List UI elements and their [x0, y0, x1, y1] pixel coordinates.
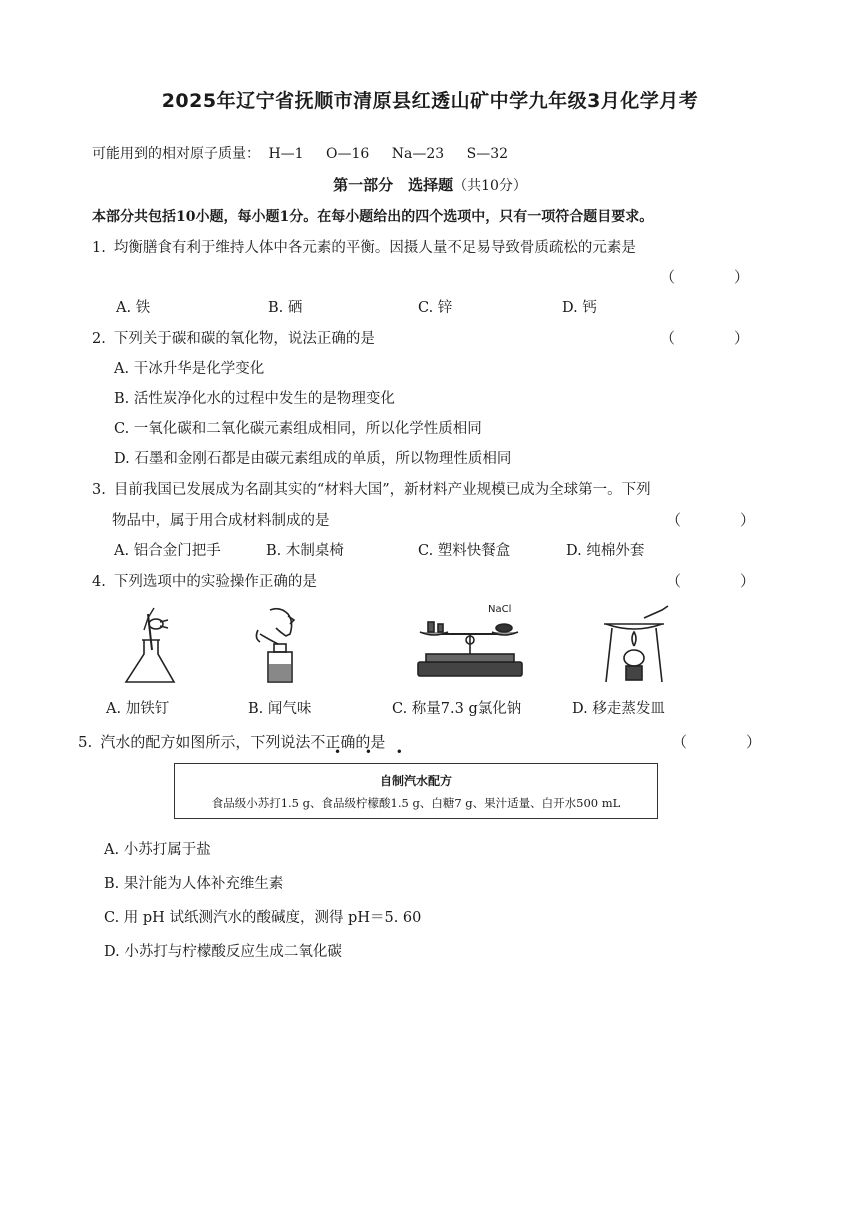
q5-option-a: A. 小苏打属于盐 — [104, 842, 211, 858]
question-text: 汽水的配方如图所示，下列说法不正确的是 — [100, 733, 386, 751]
q5-option-b: B. 果汁能为人体补充维生素 — [104, 876, 284, 892]
q2-option-b: B. 活性炭净化水的过程中发生的是物理变化 — [114, 391, 395, 407]
exam-title: 2025年辽宁省抚顺市清原县红透山矿中学九年级3月化学月考 — [161, 90, 699, 112]
answer-blank-q1: （ ） — [660, 268, 772, 286]
recipe-body: 食品级小苏打1.5 g、食品级柠檬酸1.5 g、白糖7 g、果汁适量、白开水500 mL — [211, 796, 621, 810]
question-1 — [92, 236, 636, 257]
question-number: 4. — [92, 574, 106, 590]
atomic-mass-s: S—32 — [466, 146, 509, 162]
q5-option-d: D. 小苏打与柠檬酸反应生成二氧化碳 — [104, 944, 342, 960]
question-2 — [92, 327, 375, 348]
answer-blank-q5: （ ） — [672, 733, 784, 751]
section-title: 第一部分 选择题 — [333, 176, 454, 194]
q4-option-a: A. 加铁钉 — [106, 701, 170, 717]
q2-option-c: C. 一氧化碳和二氧化碳元素组成相同，所以化学性质相同 — [114, 421, 482, 437]
q5-option-c: C. 用 pH 试纸测汽水的酸碱度，测得 pH＝5. 60 — [104, 910, 422, 926]
recipe-title: 自制汽水配方 — [379, 774, 452, 788]
question-4 — [92, 570, 317, 591]
question-text: 均衡膳食有利于维持人体中各元素的平衡。因摄人量不足易导致骨质疏松的元素是 — [113, 240, 636, 256]
q3-option-d: D. 纯棉外套 — [566, 543, 645, 559]
question-number: 1. — [92, 240, 106, 256]
q3-option-a: A. 铝合金门把手 — [114, 543, 221, 559]
q2-option-d: D. 石墨和金刚石都是由碳元素组成的单质，所以物理性质相同 — [114, 451, 512, 467]
q4-option-b: B. 闻气味 — [248, 701, 312, 717]
figure-c-label: NaCl — [488, 604, 512, 615]
figure-c-balance — [414, 604, 526, 686]
atomic-mass-o: O—16 — [326, 146, 370, 162]
q4-option-c: C. 称量7.3 g氯化钠 — [392, 701, 522, 717]
question-number: 2. — [92, 331, 106, 347]
emphasis-dots: • • • — [334, 745, 413, 759]
atomic-mass-na: Na—23 — [391, 146, 445, 162]
q1-option-c: C. 锌 — [418, 300, 453, 316]
q3-option-c: C. 塑料快餐盒 — [418, 543, 511, 559]
section-instructions: 本部分共包括10小题，每小题1分。在每小题给出的四个选项中，只有一项符合题目要求。 — [92, 209, 654, 225]
section-score: （共10分） — [453, 178, 527, 194]
q4-option-d: D. 移走蒸发皿 — [572, 701, 665, 717]
q1-option-a: A. 铁 — [116, 300, 151, 316]
question-3 — [92, 478, 651, 499]
answer-blank-q3: （ ） — [666, 511, 778, 529]
question-text: 下列关于碳和碳的氧化物，说法正确的是 — [113, 331, 375, 347]
section-heading — [0, 174, 860, 195]
answer-blank-q4: （ ） — [666, 572, 778, 590]
atomic-mass-label: 可能用到的相对原子质量： — [92, 146, 260, 162]
q1-option-d: D. 钙 — [562, 300, 597, 316]
question-text: 目前我国已发展成为名副其实的“材料大国”，新材料产业规模已成为全球第一。下列 — [113, 482, 651, 498]
soda-recipe-box — [174, 763, 658, 819]
figure-b-smell-gas — [250, 604, 312, 686]
atomic-mass-line — [92, 143, 526, 163]
figure-a-add-iron-nail — [118, 604, 188, 686]
answer-blank-q2: （ ） — [660, 329, 772, 347]
question-number: 5. — [78, 733, 93, 751]
q1-option-b: B. 硒 — [268, 300, 303, 316]
figure-d-evaporating-dish — [598, 604, 670, 686]
question-text: 下列选项中的实验操作正确的是 — [113, 574, 317, 590]
question-3-line2: 物品中，属于用合成材料制成的是 — [112, 513, 330, 529]
question-number: 3. — [92, 482, 106, 498]
q2-option-a: A. 干冰升华是化学变化 — [114, 361, 265, 377]
atomic-mass-h: H—1 — [268, 146, 304, 162]
q3-option-b: B. 木制桌椅 — [266, 543, 344, 559]
